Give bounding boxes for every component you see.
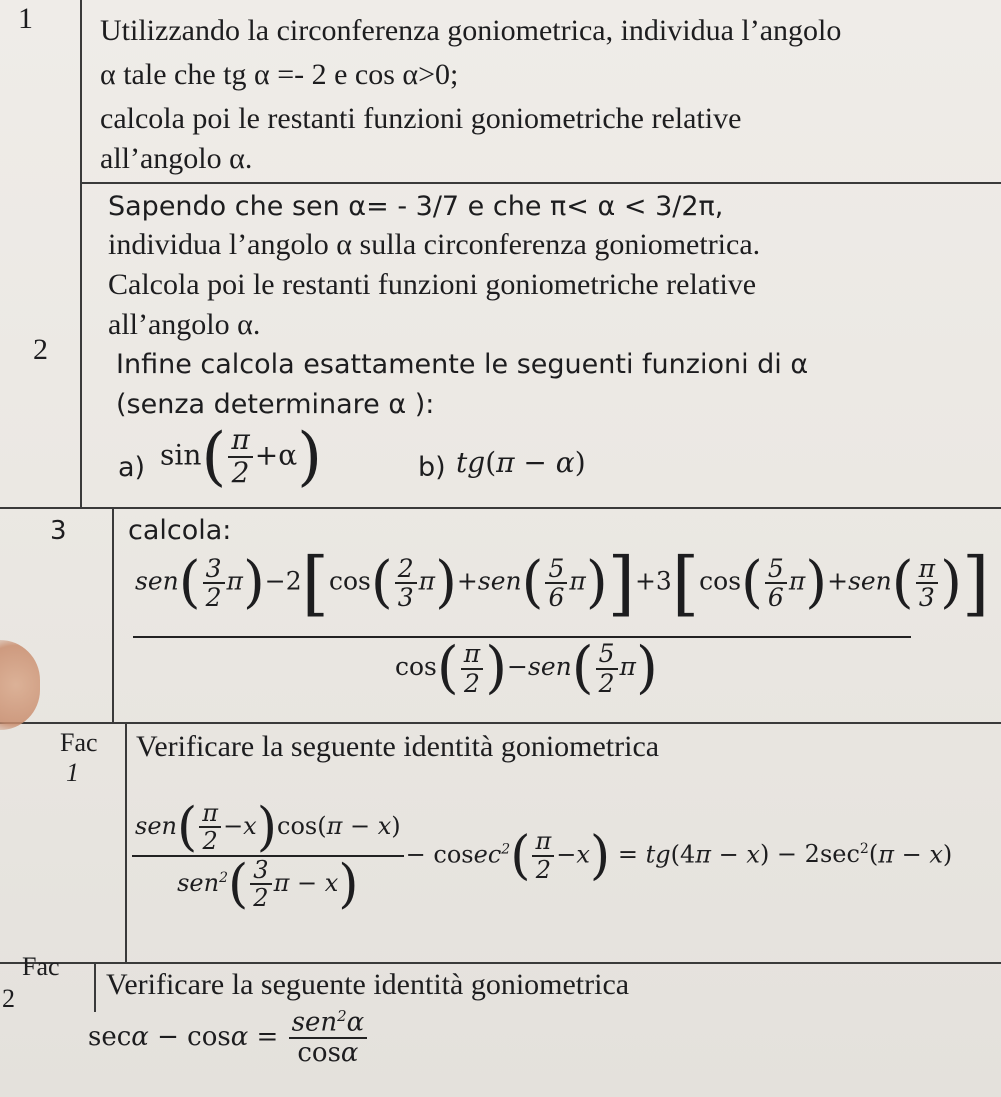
exercise-1-line-2: α tale che tg α =- 2 e cos α>0; [100,58,459,91]
exercise-1-line-1: Utilizzando la circonferenza goniometrica, individua l’angolo [100,14,842,47]
column-divider-lower [112,508,114,722]
column-divider-fac2 [94,962,96,1012]
item-a-expression: sin( $\frac{\pi}{2}$ +α) [160,420,323,494]
exercise-3-fraction-bar [133,636,911,638]
exercise-2-line-5: Infine calcola esattamente le seguenti funzioni di α [116,349,809,380]
exercise-3-numerator: sen( $\frac{3}{2}$ π)−2[cos( $\frac{2}{3}$ π)+sen( $\frac{5}{6}$ π)]+3[cos( $\frac{5}{6}$ π)+sen( $\frac{\pi}{3}$ )] [135,542,990,624]
column-divider [80,0,82,508]
row-divider-4 [0,962,1001,964]
exercise-1-line-3: calcola poi le restanti funzioni goniometriche relative [100,102,742,135]
exercise-2-line-6: (senza determinare α ): [116,389,435,420]
row-divider-3 [0,722,1001,724]
item-b-expression: tg(π − α) [456,446,586,479]
exercise-2-line-2: individua l’angolo α sulla circonferenza goniometrica. [108,228,761,261]
row-divider-2 [0,507,1001,509]
fac-1-expression: sen( $\frac{\pi}{2}$ −x)cos(π − x) sen$^2$( $\frac{3}{2}$ π − x) − cosec$^2$( $\frac{\pi}{2}$ $-x) = tg(4\pi - x) - 2\sec^2(\pi - x)$ [130,800,952,912]
fac-1-heading: Verificare la seguente identità goniometrica [136,730,660,763]
exercise-number-1: 1 [18,2,33,35]
fac-2-number: 2 [2,984,15,1013]
item-a-label: a) [118,452,146,483]
exercise-1-line-4: all’angolo α. [100,142,253,175]
fac-2-expression: secα − cosα = $\frac{sen^2\alpha}{\cos\alpha}$ [88,1008,369,1068]
exercise-2-line-3: Calcola poi le restanti funzioni goniometriche relative [108,268,757,301]
item-b-label: b) [418,452,446,483]
fac-1-number: 1 [66,758,79,787]
fac-2-label: Fac [22,952,60,981]
exercise-number-3: 3 [50,516,67,546]
row-divider-1 [80,182,1001,184]
exercise-number-2: 2 [33,333,48,366]
exercise-2-line-4: all’angolo α. [108,308,261,341]
finger-shadow [0,640,40,730]
exercise-3-denominator: cos( $\frac{\pi}{2}$ )−sen( $\frac{5}{2}$ π) [395,635,658,701]
fac-1-label: Fac [60,728,98,757]
exercise-3-heading: calcola: [128,515,232,546]
fac-2-heading: Verificare la seguente identità goniometrica [106,968,630,1001]
exercise-2-line-1: Sapendo che sen α= - 3/7 e che π< α < 3/2π, [108,191,724,222]
column-divider-fac1 [125,722,127,963]
